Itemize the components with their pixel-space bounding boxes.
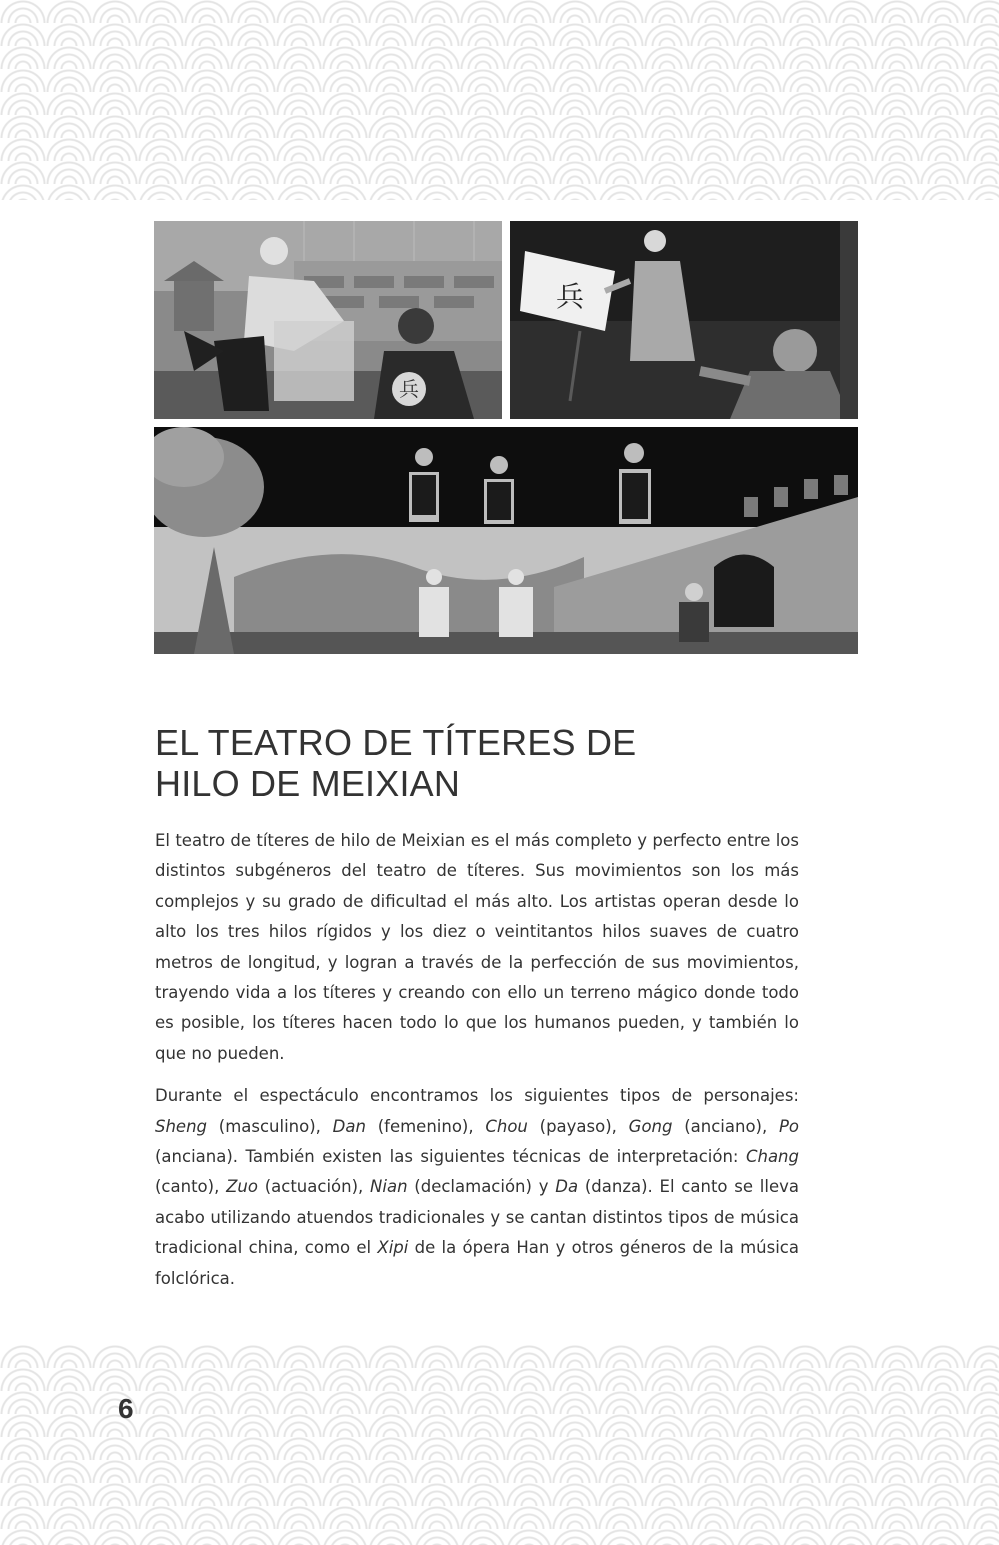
bottom-wave-pattern <box>0 1345 999 1545</box>
paragraph-1: El teatro de títeres de hilo de Meixian es el más completo y perfecto entre los distintos subgéneros del teatro de títeres. Sus movimientos son los más complejos y su grado de dificultad el más alto. Los artistas operan desde lo alto los tres hilos rígidos y los diez o veintitantos hilos suaves de cuatro metros de longitud, y logran a través de la perfección de sus movimientos, trayendo vida a los títeres y creando con ello un terreno mágico donde todo es posible, los títeres hacen todo lo que los humanos pueden, y también lo que no pueden. <box>155 831 799 1063</box>
p2-text: (anciano), <box>672 1116 779 1136</box>
p2-italic-term: Zuo <box>226 1177 258 1197</box>
top-wave-pattern <box>0 0 999 200</box>
p2-text: de la ópera Han y otros géneros de la música folclórica. <box>155 1238 799 1288</box>
p2-text: Durante el espectáculo encontramos los siguientes tipos de personajes: <box>155 1086 799 1106</box>
p2-italic-term: Dan <box>332 1116 366 1136</box>
p2-italic-term: Po <box>778 1116 800 1136</box>
title-line-1: EL TEATRO DE TÍTERES DE <box>155 722 637 763</box>
p2-text: (masculino), <box>207 1116 333 1136</box>
p2-italic-term: Chang <box>745 1147 799 1167</box>
p2-text: (danza). El canto se lleva acabo utilizando atuendos tradicionales y se cantan distintos tipos de música tradicional china, como el <box>155 1177 799 1258</box>
p2-italic-term: Xipi <box>377 1238 409 1258</box>
p2-italic-term: Da <box>555 1177 579 1197</box>
p2-text: (declamación) y <box>407 1177 556 1197</box>
p2-text: (femenino), <box>365 1116 486 1136</box>
p2-italic-term: Gong <box>628 1116 673 1136</box>
page-number: 6 <box>118 1393 134 1424</box>
section-title <box>155 722 855 804</box>
p2-italic-term: Nian <box>370 1177 408 1197</box>
paragraph-2 <box>155 1081 799 1294</box>
p2-italic-term: Sheng <box>155 1116 208 1136</box>
photo-puppet-stage <box>154 221 502 419</box>
title-line-2: HILO DE MEIXIAN <box>155 763 461 804</box>
canvas-glyph: 兵 <box>555 280 585 313</box>
body-text <box>155 826 799 1306</box>
p2-text: (anciana). También existen las siguientes técnicas de interpretación: <box>155 1147 746 1167</box>
photo-puppeteers-stage <box>154 427 858 654</box>
photo-painter-puppet <box>510 221 858 419</box>
p2-text: (actuación), <box>257 1177 371 1197</box>
p2-text: (canto), <box>155 1177 227 1197</box>
p2-text: (payaso), <box>527 1116 629 1136</box>
p2-italic-term: Chou <box>485 1116 528 1136</box>
seal-glyph: 兵 <box>399 377 419 401</box>
